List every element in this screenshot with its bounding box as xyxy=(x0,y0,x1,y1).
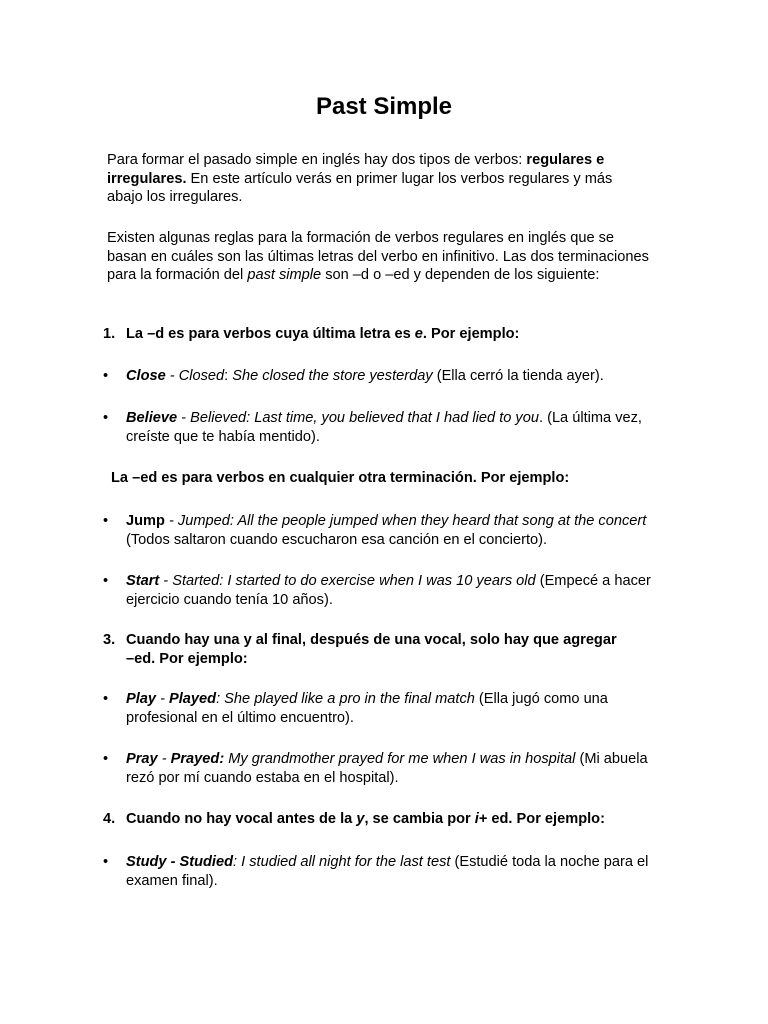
intro-text-end: En este artículo verás en primer lugar los verbos regulares y más abajo los irregulares. xyxy=(107,170,613,205)
example-play xyxy=(103,690,658,727)
example-past: Closed xyxy=(178,368,225,384)
example-start xyxy=(103,572,658,609)
bullet-marker: • xyxy=(103,573,109,589)
bullet-marker: • xyxy=(103,751,109,767)
rules-text-end: son –d o –ed y dependen de los siguiente: xyxy=(321,267,600,283)
example-study xyxy=(103,853,658,890)
example-sentence: Started: I started to do exercise when I was 10 years old xyxy=(172,573,536,589)
example-colon: : xyxy=(224,368,233,384)
rule-4-number: 4. xyxy=(103,811,116,827)
example-translation: (Empecé a hacer ejercicio cuando tenía 10 años). xyxy=(126,573,651,608)
rule-3-number: 3. xyxy=(103,632,116,648)
example-verb: Play xyxy=(126,691,157,707)
example-verb: Pray xyxy=(126,751,158,767)
example-verb: Believe xyxy=(126,410,178,426)
bullet-marker: • xyxy=(103,691,109,707)
example-translation: (Ella cerró la tienda ayer). xyxy=(432,368,604,384)
example-believe xyxy=(103,409,658,446)
example-translation: (Todos saltaron cuando escucharon esa canción en el concierto). xyxy=(126,531,548,548)
example-separator: - xyxy=(159,573,173,589)
example-separator: - xyxy=(165,368,179,384)
example-translation: . (La última vez, creíste que te había mentido). xyxy=(126,410,642,445)
example-past: Prayed: xyxy=(170,751,225,767)
intro-text: Para formar el pasado simple en inglés hay dos tipos de verbos: xyxy=(107,152,527,168)
rule-3-text-line2: –ed. Por ejemplo: xyxy=(126,650,248,667)
rule-4-letter-i: i xyxy=(474,811,479,827)
rule-3-text: Cuando hay una y al final, después de una vocal, solo hay que agregar xyxy=(126,632,617,648)
bullet-marker: • xyxy=(103,368,109,384)
page-title: Past Simple xyxy=(315,93,453,120)
rule-1-heading xyxy=(103,325,519,344)
rule-1-text-end: . Por ejemplo: xyxy=(422,326,520,342)
example-verb: Jump xyxy=(126,513,165,529)
example-sentence: : I studied all night for the last test xyxy=(233,854,451,870)
rule-4-heading xyxy=(103,810,605,829)
rule-1-number: 1. xyxy=(103,326,116,342)
intro-bold: regulares e irregulares. xyxy=(107,152,605,187)
example-separator: - xyxy=(157,751,171,767)
bullet-marker: • xyxy=(103,854,109,870)
example-translation: (Ella jugó como una profesional en el último encuentro). xyxy=(126,691,608,726)
example-separator: - xyxy=(177,410,191,426)
example-separator: - xyxy=(156,691,170,707)
example-sentence: : She played like a pro in the final match xyxy=(216,691,475,707)
example-translation: (Estudié toda la noche para el examen final). xyxy=(126,854,649,889)
example-past: Played xyxy=(169,691,217,707)
rule-2-heading: La –ed es para verbos en cualquier otra terminación. Por ejemplo: xyxy=(111,470,570,486)
bullet-marker: • xyxy=(103,410,109,426)
example-sentence: Believed: Last time, you believed that I had lied to you xyxy=(190,410,539,426)
example-verb: Close xyxy=(126,368,166,384)
rules-paragraph xyxy=(107,229,652,285)
example-close xyxy=(103,367,658,386)
rule-4-text-mid: , se cambia por xyxy=(364,811,475,827)
example-verb: Study - Studied xyxy=(126,854,234,870)
rule-3-heading xyxy=(103,631,663,668)
rule-4-text: Cuando no hay vocal antes de la xyxy=(126,811,357,827)
example-sentence: Jumped: All the people jumped when they heard that song at the concert xyxy=(177,513,647,529)
example-jump xyxy=(103,512,658,549)
example-sentence: My grandmother prayed for me when I was in hospital xyxy=(224,751,576,767)
bullet-marker: • xyxy=(103,513,109,529)
rule-1-letter: e xyxy=(414,326,423,342)
rule-4-text-end: + ed. Por ejemplo: xyxy=(478,811,605,827)
rules-text: Existen algunas reglas para la formación de verbos regulares en inglés que se basan en cuáles son las últimas letras del verbo en infinitivo. Las dos terminaciones para la formación del xyxy=(107,230,649,283)
rule-4-letter-y: y xyxy=(356,811,365,827)
rule-1-text: La –d es para verbos cuya última letra es xyxy=(126,326,415,342)
intro-paragraph xyxy=(107,151,652,207)
example-verb: Start xyxy=(126,573,160,589)
example-sentence: She closed the store yesterday xyxy=(232,368,433,384)
example-separator: - xyxy=(164,513,178,529)
example-pray xyxy=(103,750,658,787)
example-translation: (Mi abuela rezó por mí cuando estaba en el hospital). xyxy=(126,751,648,786)
rules-italic: past simple xyxy=(247,267,322,283)
